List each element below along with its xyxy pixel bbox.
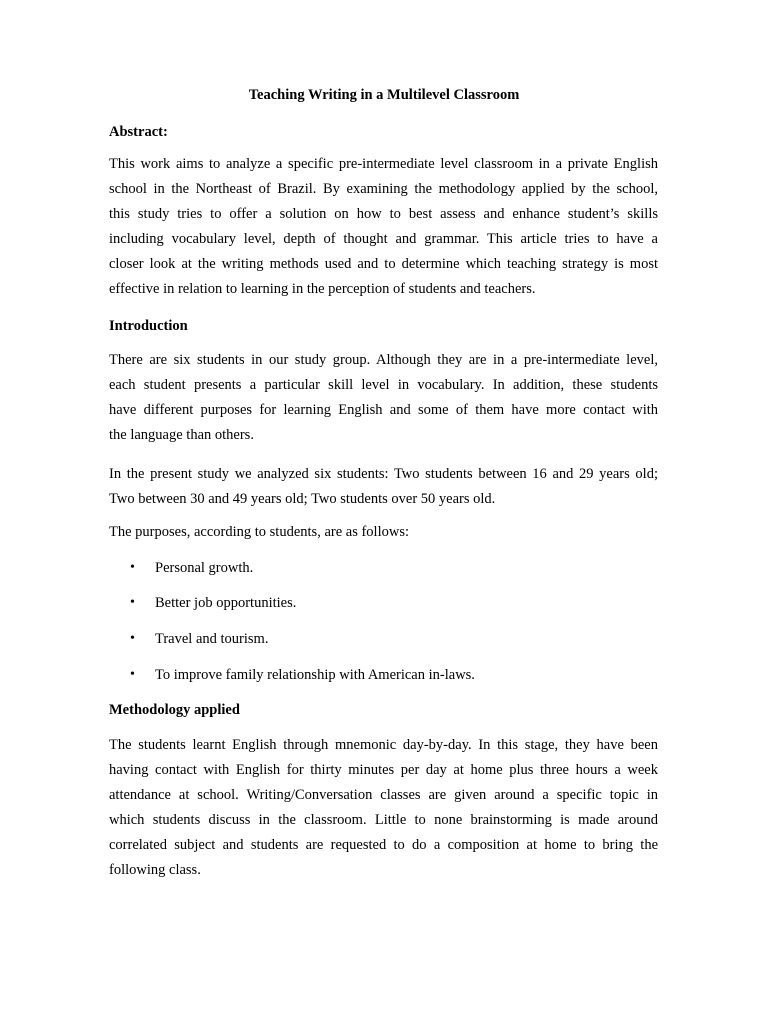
methodology-paragraph — [109, 733, 658, 883]
bullet-icon: • — [130, 560, 135, 575]
bullet-icon: • — [130, 595, 135, 610]
list-item — [0, 593, 768, 613]
abstract-line: effective in relation to learning in the perception of students and teachers. — [109, 281, 536, 297]
purposes-intro: The purposes, according to students, are as follows: — [109, 524, 409, 540]
bullet-icon: • — [130, 631, 135, 646]
introduction-paragraph-1 — [109, 348, 658, 448]
abstract-line: closer look at the writing methods used and to determine which teaching strategy is most — [109, 256, 658, 272]
methodology-line: which students discuss in the classroom. Little to none brainstorming is made around — [109, 812, 658, 828]
introduction-line: each student presents a particular skill level in vocabulary. In addition, these students — [109, 377, 658, 393]
introduction-line: the language than others. — [109, 427, 254, 443]
document-title: Teaching Writing in a Multilevel Classroom — [248, 87, 520, 103]
list-item-text: To improve family relationship with American in-laws. — [155, 667, 475, 683]
introduction-paragraph-2 — [109, 462, 658, 512]
introduction-line: Two between 30 and 49 years old; Two students over 50 years old. — [109, 491, 496, 507]
methodology-line: having contact with English for thirty minutes per day at home plus three hours a week — [109, 762, 658, 778]
methodology-line: following class. — [109, 862, 201, 878]
list-item — [0, 665, 768, 685]
abstract-line: this study tries to offer a solution on how to best assess and enhance student’s skills — [109, 206, 658, 222]
abstract-paragraph — [109, 152, 658, 302]
list-item-text: Personal growth. — [155, 560, 254, 576]
list-item-text: Better job opportunities. — [155, 595, 297, 611]
abstract-line: This work aims to analyze a specific pre-intermediate level classroom in a private English — [109, 156, 658, 172]
bullet-icon: • — [130, 667, 135, 682]
abstract-line: school in the Northeast of Brazil. By examining the methodology applied by the school, — [109, 181, 658, 197]
list-item — [0, 558, 768, 578]
list-item — [0, 629, 768, 649]
introduction-heading: Introduction — [109, 318, 188, 334]
methodology-line: attendance at school. Writing/Conversation classes are given around a specific topic in — [109, 787, 658, 803]
list-item-text: Travel and tourism. — [155, 631, 269, 647]
abstract-line: including vocabulary level, depth of thought and grammar. This article tries to have a — [109, 231, 658, 247]
abstract-heading: Abstract: — [109, 124, 168, 140]
methodology-heading: Methodology applied — [109, 702, 240, 718]
introduction-line: have different purposes for learning English and some of them have more contact with — [109, 402, 658, 418]
methodology-line: The students learnt English through mnemonic day-by-day. In this stage, they have been — [109, 737, 658, 753]
introduction-line: In the present study we analyzed six students: Two students between 16 and 29 years old; — [109, 466, 658, 482]
methodology-line: correlated subject and students are requested to do a composition at home to bring the — [109, 837, 658, 853]
introduction-line: There are six students in our study group. Although they are in a pre-intermediate level, — [109, 352, 658, 368]
